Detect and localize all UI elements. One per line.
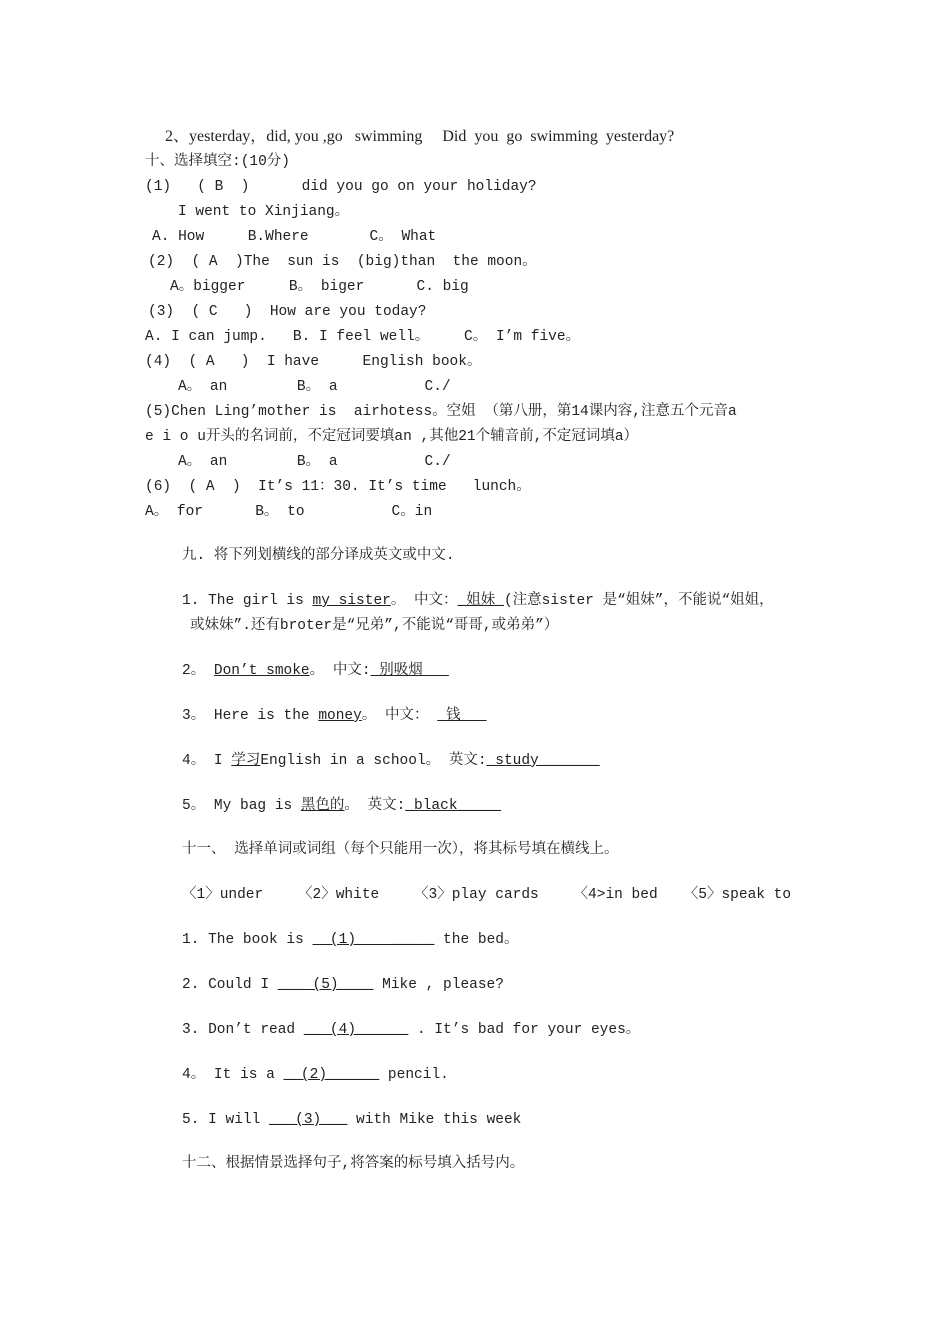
- answer-blank: __ (4)______: [303, 1022, 409, 1038]
- fill-item-3: 3. Don’t read __ (4)______ . It’s bad for your eyes。: [182, 1022, 641, 1038]
- fill-item-1: 1. The book is (1) _____ the bed。: [182, 932, 519, 948]
- answer-blank: _black_____: [405, 798, 502, 814]
- fill-item-5: 5. I will ___(3)___ with Mike this week: [182, 1112, 522, 1128]
- q1-question: (1) ( B ) did you go on your holiday?: [145, 179, 537, 195]
- q1-answer-line: I went to Xinjiang。: [178, 204, 350, 220]
- answer-blank: ___(3)___: [269, 1112, 348, 1128]
- q3-options: A. I can jump. B. I feel well。 C。 I’m five。: [145, 329, 581, 345]
- answer-blank: ___ (5)____: [277, 977, 374, 993]
- answer-blank: _study_______: [486, 753, 600, 769]
- q4-question: (4) ( A ) I have English book。: [145, 354, 482, 370]
- q6-question: (6) ( A ) It’s 11：30. It’s time lunch。: [145, 479, 531, 495]
- q3-question: (3) ( C ) How are you today?: [148, 304, 427, 320]
- q5-options: A。 an B。 a C./: [178, 454, 451, 470]
- answer-blank: 别吸烟: [370, 663, 449, 679]
- fill-item-2: 2. Could I ___ (5)____ Mike , please?: [182, 977, 504, 993]
- translate-item-5: 5。 My bag is 黑色的。 英文:_black_____: [182, 798, 502, 814]
- q2-question: (2) ( A )The sun is (big)than the moon。: [148, 254, 537, 270]
- translate-item-4: 4。 I 学习English in a school。 英文:_study_______: [182, 753, 600, 769]
- translate-item-2: 2。 Don’t smoke。 中文: 别吸烟: [182, 663, 449, 679]
- example-2: 2、yesterday，did, you ,go swimming Did you go swimming yesterday?: [165, 128, 675, 145]
- q1-options: A. How B.Where C。 What: [152, 229, 437, 245]
- q5-question: (5)Chen Ling’mother is airhotess。空姐 （第八册，第14课内容,注意五个元音a: [145, 404, 737, 420]
- answer-blank: (1) _____: [312, 932, 435, 948]
- answer-blank: _姐妹_: [457, 593, 504, 609]
- section-12-heading: 十二、根据情景选择句子,将答案的标号填入括号内。: [182, 1156, 525, 1172]
- translate-item-3: 3。 Here is the money。 中文： 钱: [182, 708, 487, 724]
- section-9-heading: 九. 将下列划横线的部分译成英文或中文.: [182, 548, 455, 564]
- answer-blank: 钱: [437, 708, 487, 724]
- q2-options: A。bigger B。 biger C. big: [170, 279, 469, 295]
- fill-item-4: 4。 It is a __(2)______ pencil.: [182, 1067, 449, 1083]
- translate-item-1: 1. The girl is my sister。 中文：_姐妹_(注意sister 是“姐妹”，不能说“姐姐，: [182, 593, 774, 609]
- q5-note: e i o u开头的名词前，不定冠词要填an ,其他21个辅音前,不定冠词填a）: [145, 429, 639, 445]
- section-11-heading: 十一、 选择单词或词组（每个只能用一次），将其标号填在横线上。: [182, 842, 619, 858]
- answer-blank: __(2)______: [283, 1067, 380, 1083]
- q6-options: A。 for B。 to C。in: [145, 504, 433, 520]
- translate-item-1-note: 或妹妹”.还有broter是“兄弟”,不能说“哥哥,或弟弟”）: [190, 618, 559, 634]
- word-choices: 〈1〉under 〈2〉white 〈3〉play cards 〈4>in bed 〈5〉speak to: [182, 887, 792, 903]
- q4-options: A。 an B。 a C./: [178, 379, 451, 395]
- section-10-heading: 十、选择填空:(10分): [145, 154, 291, 170]
